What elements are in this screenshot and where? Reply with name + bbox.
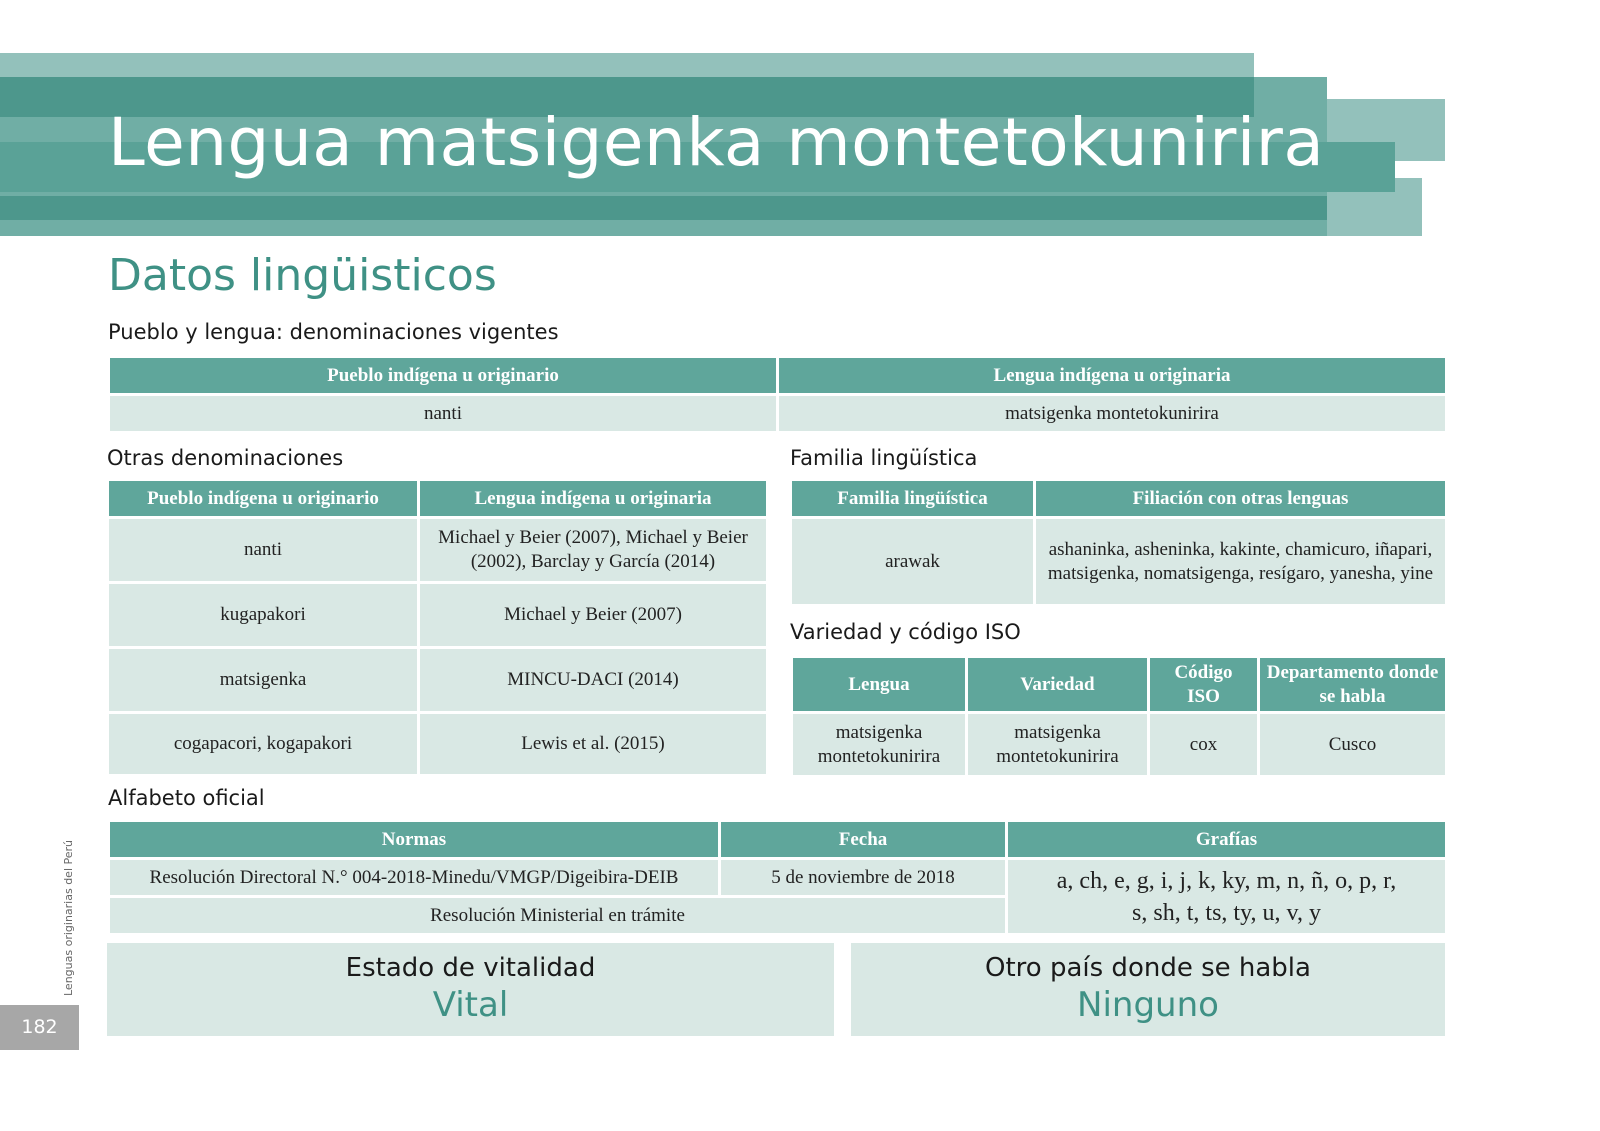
variedad-iso-cell: cox: [1149, 713, 1259, 777]
variedad-lengua-header: Lengua: [792, 657, 967, 713]
banner-band-top: [0, 53, 1254, 77]
filiacion-cell: ashaninka, asheninka, kakinte, chamicuro, iñapari, matsigenka, nomatsigenga, resígaro, yanesha, yine: [1035, 518, 1447, 606]
table-row: [108, 713, 768, 776]
otras-lengua-header: Lengua indígena u originaria: [419, 480, 768, 518]
page-number: 182: [0, 1005, 79, 1050]
otras-denominaciones-table: [106, 478, 769, 777]
otras-pueblo-cell: nanti: [108, 518, 419, 583]
variedad-variedad-cell: matsigenka montetokunirira: [967, 713, 1149, 777]
pueblo-header: Pueblo indígena u originario: [109, 357, 778, 395]
familia-header: Familia lingüística: [791, 480, 1035, 518]
otras-fuente-cell: Michael y Beier (2007), Michael y Beier (2002), Barclay y García (2014): [419, 518, 768, 583]
otras-pueblo-header: Pueblo indígena u originario: [108, 480, 419, 518]
table-row: [108, 583, 768, 648]
pueblo-cell: nanti: [109, 395, 778, 433]
familia-cell: arawak: [791, 518, 1035, 606]
lengua-cell: matsigenka montetokunirira: [778, 395, 1447, 433]
otras-fuente-cell: Lewis et al. (2015): [419, 713, 768, 776]
banner-band-dark-3: [0, 196, 1327, 220]
norma-cell: Resolución Directoral N.° 004-2018-Minedu/VMGP/Digeibira-DEIB: [109, 859, 720, 897]
fecha-header: Fecha: [720, 821, 1007, 859]
grafias-header: Grafías: [1007, 821, 1447, 859]
table-row: [108, 518, 768, 583]
side-running-title: Lenguas originarias del Perú: [62, 839, 75, 996]
otro-pais-label: Otro país donde se habla: [985, 953, 1311, 983]
normas-header: Normas: [109, 821, 720, 859]
variedad-variedad-header: Variedad: [967, 657, 1149, 713]
otro-pais-box: [851, 943, 1445, 1036]
otras-fuente-cell: MINCU-DACI (2014): [419, 648, 768, 713]
filiacion-header: Filiación con otras lenguas: [1035, 480, 1447, 518]
otras-denominaciones-heading: Otras denominaciones: [107, 446, 344, 470]
vitalidad-value: Vital: [432, 985, 509, 1025]
alfabeto-heading: Alfabeto oficial: [108, 786, 265, 810]
lengua-header: Lengua indígena u originaria: [778, 357, 1447, 395]
variedad-heading: Variedad y código ISO: [790, 620, 1021, 644]
variedad-table: [790, 655, 1448, 778]
variedad-departamento-cell: Cusco: [1259, 713, 1447, 777]
fecha-cell: 5 de noviembre de 2018: [720, 859, 1007, 897]
otras-pueblo-cell: cogapacori, kogapakori: [108, 713, 419, 776]
section-heading: Datos lingüisticos: [108, 250, 497, 301]
pueblo-lengua-heading: Pueblo y lengua: denominaciones vigentes: [108, 320, 559, 344]
otras-pueblo-cell: matsigenka: [108, 648, 419, 713]
variedad-departamento-header: Departamento donde se habla: [1259, 657, 1447, 713]
page-title: Lengua matsigenka montetokunirira: [108, 104, 1325, 181]
alfabeto-table: [107, 819, 1448, 936]
otras-fuente-cell: Michael y Beier (2007): [419, 583, 768, 648]
grafias-cell: a, ch, e, g, i, j, k, ky, m, n, ñ, o, p, r, s, sh, t, ts, ty, u, v, y: [1007, 859, 1447, 935]
familia-table: [789, 478, 1448, 607]
norma-cell: Resolución Ministerial en trámite: [109, 897, 1007, 935]
pueblo-lengua-table: [107, 355, 1448, 434]
otras-pueblo-cell: kugapakori: [108, 583, 419, 648]
variedad-iso-header: Código ISO: [1149, 657, 1259, 713]
variedad-lengua-cell: matsigenka montetokunirira: [792, 713, 967, 777]
vitalidad-box: [107, 943, 834, 1036]
otro-pais-value: Ninguno: [1077, 985, 1219, 1025]
familia-heading: Familia lingüística: [790, 446, 978, 470]
vitalidad-label: Estado de vitalidad: [345, 953, 596, 983]
table-row: [108, 648, 768, 713]
